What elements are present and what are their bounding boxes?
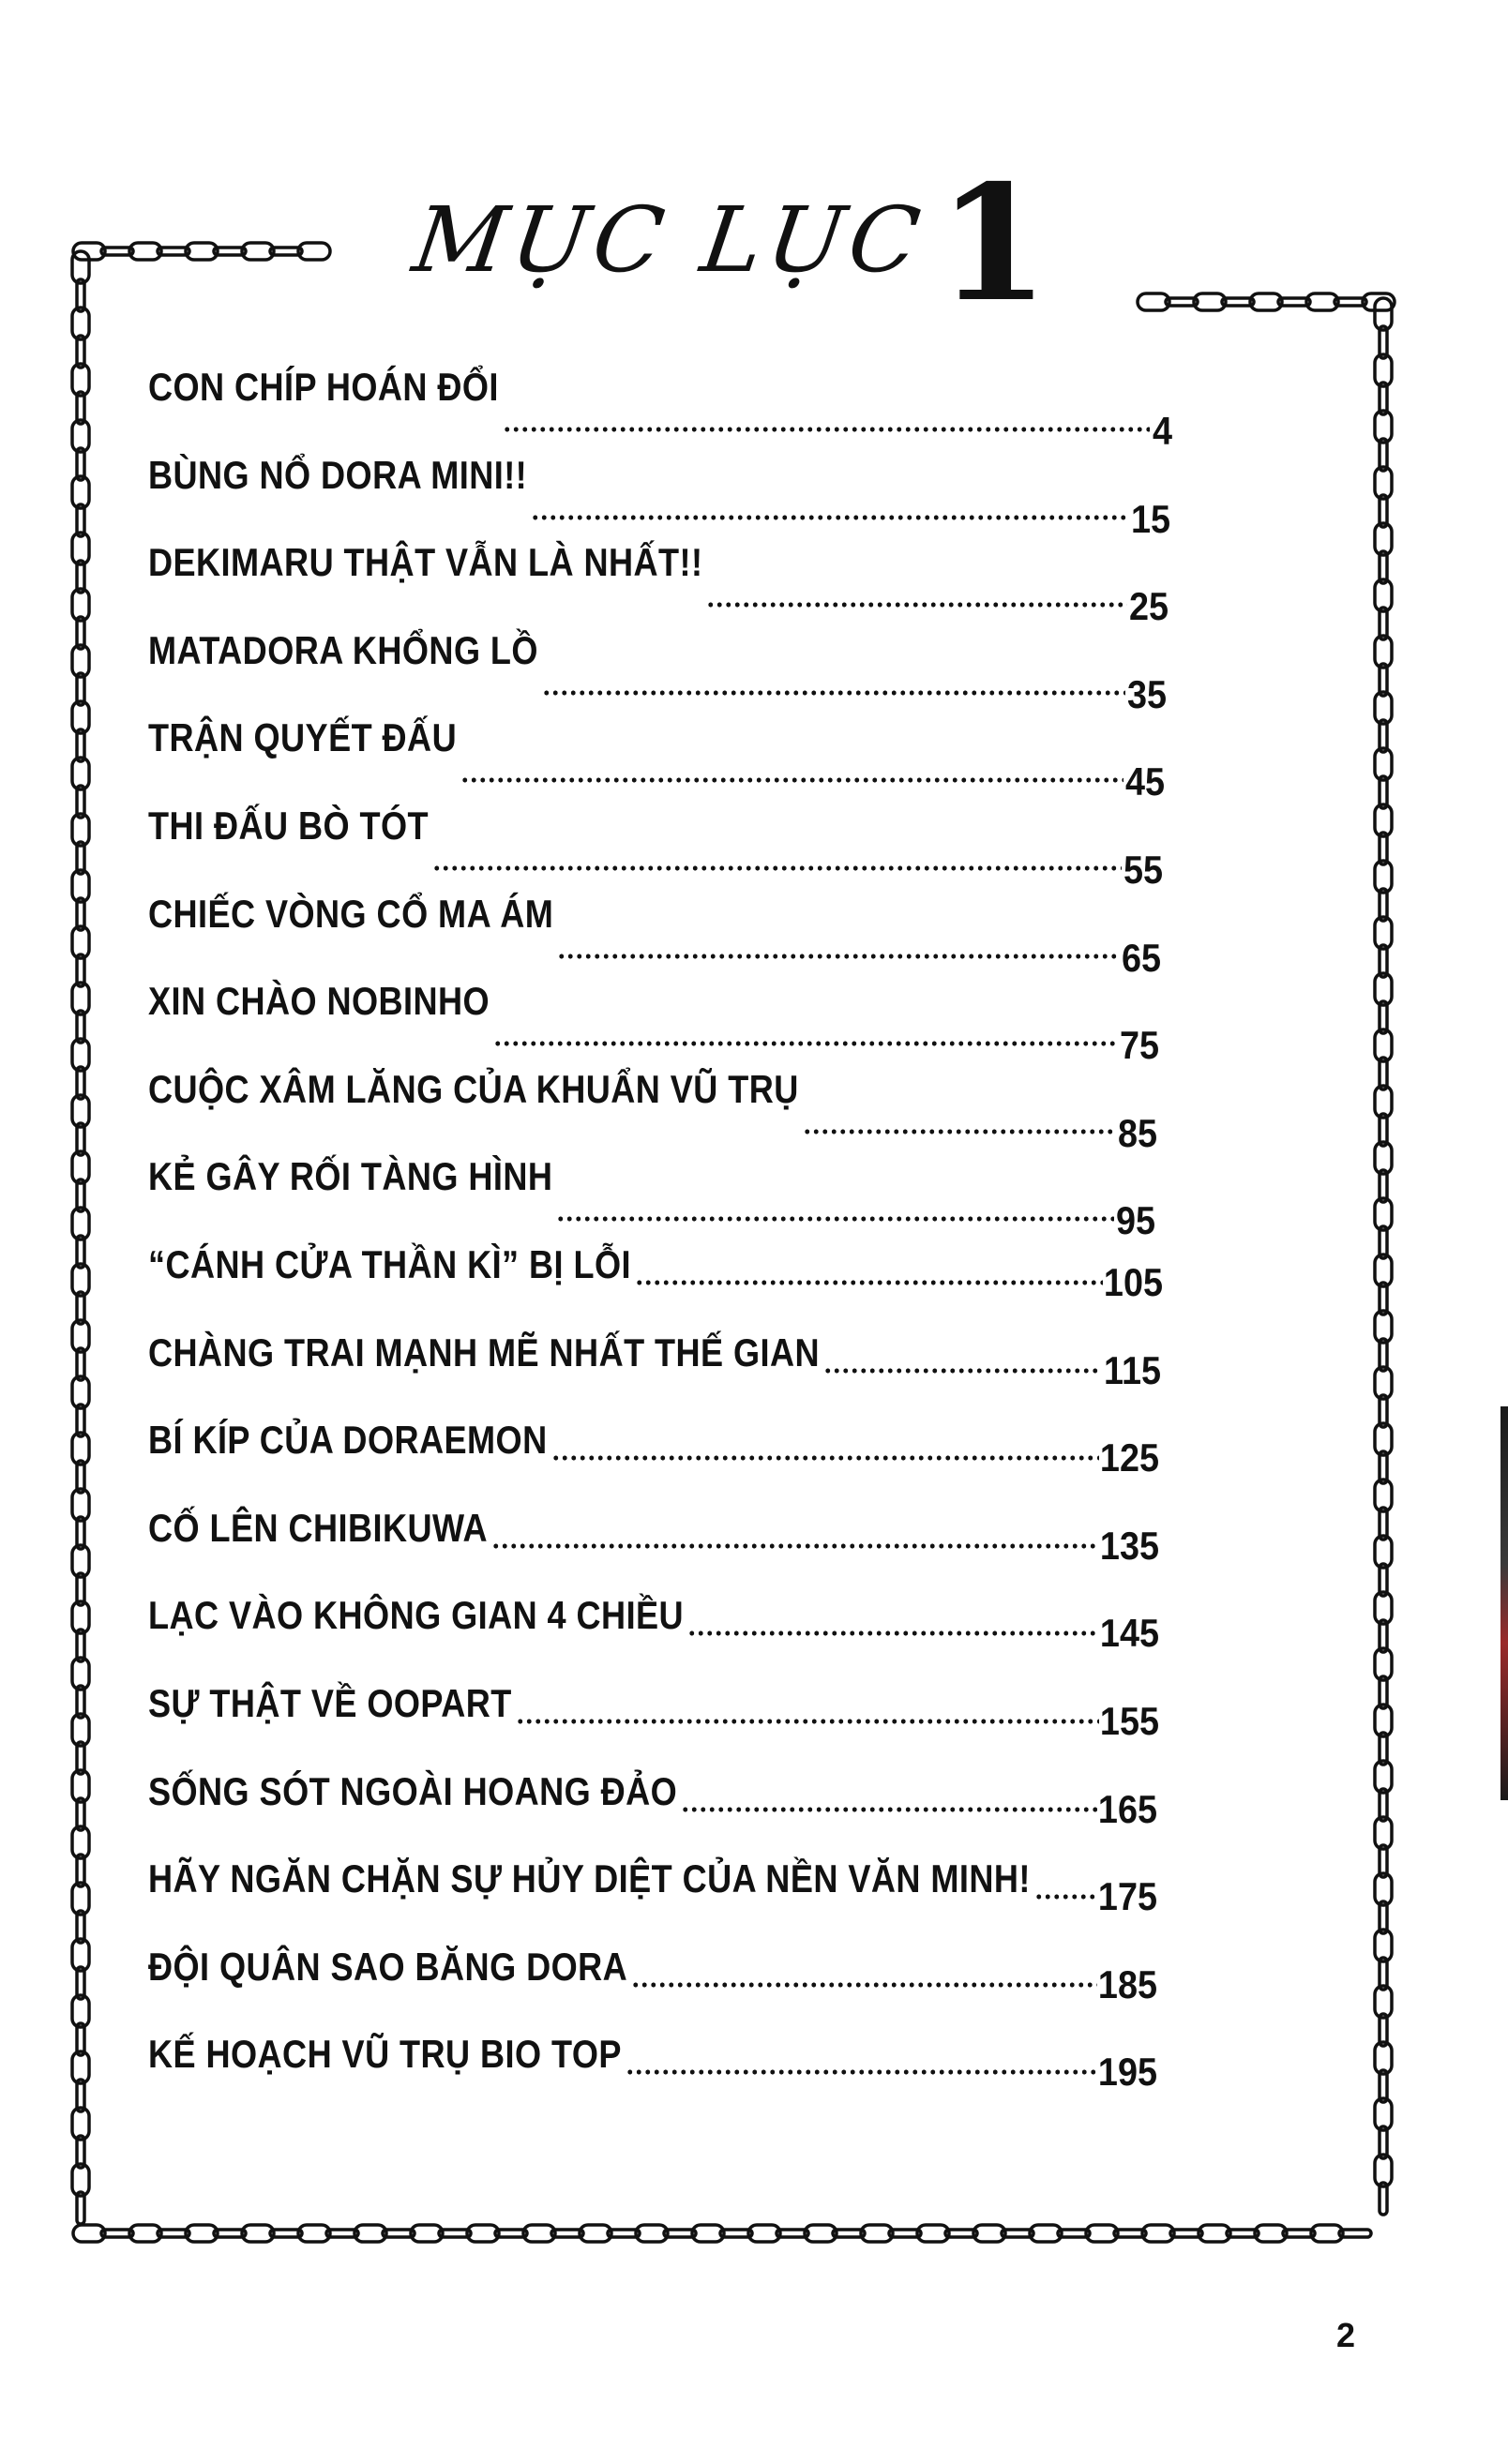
toc-entry-page: 155 (1099, 1698, 1159, 1743)
toc-entry-title: CỐ LÊN CHIBIKUWA (148, 1505, 489, 1550)
volume-number: 1 (938, 150, 1049, 338)
toc-entry (148, 1150, 1320, 1243)
toc-leader-dots (531, 515, 1129, 520)
toc-entry (148, 888, 1320, 980)
toc-entry-page: 25 (1128, 584, 1169, 629)
toc-entry-title: LẠC VÀO KHÔNG GIAN 4 CHIỀU (148, 1593, 685, 1638)
toc-entry-page: 135 (1099, 1523, 1159, 1568)
toc-entry-page: 95 (1115, 1198, 1155, 1243)
toc-entry-page: 35 (1126, 671, 1167, 716)
toc-entry-title: TRẬN QUYẾT ĐẤU (148, 715, 458, 760)
toc-entry-page: 85 (1117, 1110, 1157, 1155)
toc-leader-dots (706, 602, 1127, 608)
toc-leader-dots (491, 1543, 1099, 1549)
toc-entry-title: CON CHÍP HOÁN ĐỔI (148, 365, 499, 409)
table-of-contents (148, 361, 1320, 2116)
toc-entry (148, 1853, 1320, 1941)
toc-entry (148, 1239, 1320, 1327)
toc-entry (148, 1327, 1320, 1415)
toc-entry-title: ĐỘI QUÂN SAO BĂNG DORA (148, 1944, 628, 1989)
toc-entry-page: 15 (1130, 496, 1170, 541)
toc-entry-page: 185 (1097, 1961, 1157, 2006)
toc-leader-dots (460, 777, 1123, 783)
toc-entry (148, 536, 1320, 629)
toc-entry-title: SỐNG SÓT NGOÀI HOANG ĐẢO (148, 1768, 678, 1813)
toc-entry (148, 800, 1320, 892)
toc-entry (148, 1677, 1320, 1765)
toc-leader-dots (626, 2069, 1097, 2075)
toc-leader-dots (687, 1630, 1099, 1636)
toc-entry-title: CUỘC XÂM LĂNG CỦA KHUẨN VŨ TRỤ (148, 1066, 799, 1111)
toc-leader-dots (635, 1280, 1103, 1285)
toc-entry-page: 165 (1097, 1786, 1157, 1831)
toc-leader-dots (432, 865, 1122, 871)
toc-leader-dots (503, 427, 1150, 432)
toc-entry-page: 115 (1104, 1347, 1161, 1392)
toc-entry-title: CHÀNG TRAI MẠNH MẼ NHẤT THẾ GIAN (148, 1330, 821, 1375)
toc-leader-dots (551, 1455, 1099, 1461)
toc-entry (148, 1063, 1320, 1155)
toc-entry-title: CHIẾC VÒNG CỔ MA ÁM (148, 891, 554, 936)
toc-leader-dots (823, 1368, 1101, 1374)
toc-entry-title: “CÁNH CỬA THẦN KÌ” BỊ LỖI (148, 1241, 631, 1286)
toc-entry-page: 75 (1119, 1023, 1159, 1068)
toc-entry (148, 712, 1320, 804)
toc-leader-dots (542, 690, 1125, 696)
toc-entry (148, 449, 1320, 541)
toc-entry-page: 175 (1097, 1874, 1157, 1919)
toc-leader-dots (557, 954, 1120, 959)
toc-entry-title: XIN CHÀO NOBINHO (148, 979, 490, 1024)
toc-entry-page: 65 (1121, 935, 1161, 980)
page-title: MỤC LỤC (407, 188, 932, 293)
toc-entry-title: KẾ HOẠCH VŨ TRỤ BIO TOP (148, 2032, 622, 2077)
toc-entry-title: MATADORA KHỔNG LỒ (148, 627, 538, 672)
toc-entry-title: KẺ GÂY RỐI TÀNG HÌNH (148, 1154, 553, 1199)
toc-entry-title: BÍ KÍP CỦA DORAEMON (148, 1418, 548, 1463)
toc-entry-page: 4 (1152, 409, 1172, 453)
toc-leader-dots (681, 1807, 1097, 1812)
toc-entry-page: 45 (1124, 759, 1165, 804)
toc-leader-dots (493, 1041, 1118, 1046)
toc-entry-page: 55 (1123, 847, 1163, 892)
toc-entry-title: THI ĐẤU BÒ TÓT (148, 803, 429, 848)
toc-entry (148, 1589, 1320, 1677)
toc-entry-title: HÃY NGĂN CHẶN SỰ HỦY DIỆT CỦA NỀN VĂN MINH! (148, 1856, 1031, 1901)
toc-entry (148, 1941, 1320, 2029)
toc-entry (148, 2028, 1320, 2116)
toc-entry (148, 361, 1320, 453)
toc-entry-title: BÙNG NỔ DORA MINI!! (148, 452, 528, 497)
toc-entry-title: SỰ THẬT VỀ OOPART (148, 1680, 512, 1725)
toc-entry-page: 105 (1103, 1259, 1163, 1304)
toc-entry-page: 125 (1099, 1435, 1159, 1480)
toc-entry (148, 1765, 1320, 1854)
toc-leader-dots (803, 1129, 1116, 1134)
toc-entry (148, 624, 1320, 716)
toc-entry-title: DEKIMARU THẬT VẪN LÀ NHẤT!! (148, 540, 703, 585)
toc-entry-page: 145 (1099, 1611, 1159, 1656)
toc-entry (148, 1502, 1320, 1590)
toc-entry (148, 1414, 1320, 1502)
toc-entry (148, 975, 1320, 1068)
toc-leader-dots (516, 1719, 1099, 1724)
toc-leader-dots (631, 1982, 1097, 1988)
page-number: 2 (1336, 2316, 1356, 2354)
toc-entry-page: 195 (1097, 2050, 1157, 2095)
toc-leader-dots (556, 1216, 1114, 1222)
